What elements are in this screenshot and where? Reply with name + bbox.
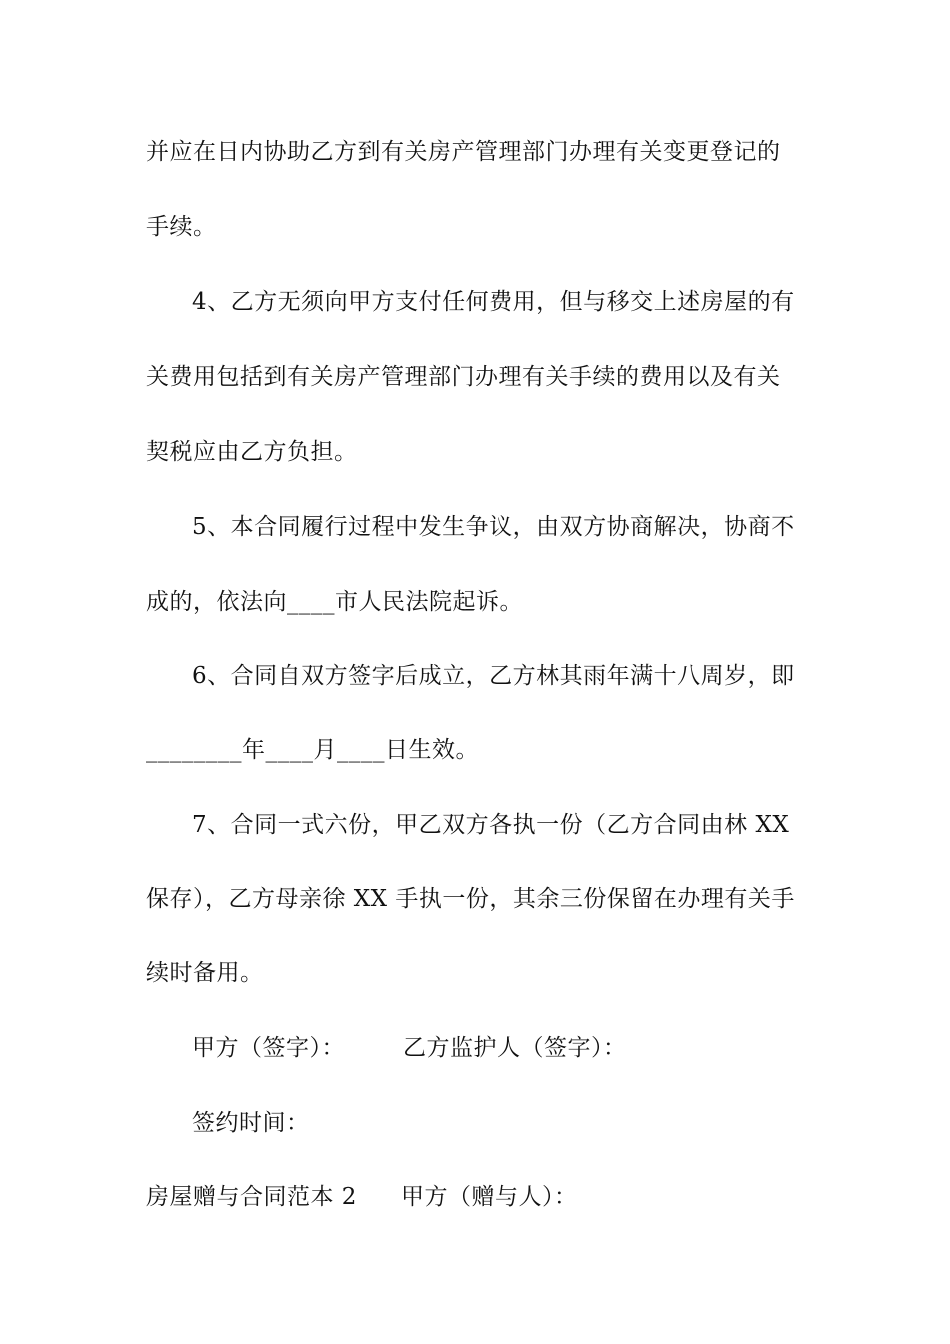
paragraph-line: ________年____月____日生效。 xyxy=(146,737,479,763)
paragraph-line: 保存），乙方母亲徐 XX 手执一份，其余三份保留在办理有关手 xyxy=(146,886,795,912)
signing-time-label: 签约时间： xyxy=(192,1110,310,1136)
party-b-guardian-signature-label: 乙方监护人（签字）： xyxy=(403,1035,627,1061)
paragraph-line: 续时备用。 xyxy=(146,960,264,986)
paragraph-line: 成的，依法向____市人民法院起诉。 xyxy=(146,589,523,615)
next-party-a-label: 甲方（赠与人）： xyxy=(400,1184,578,1210)
next-section-title: 房屋赠与合同范本 2 xyxy=(146,1184,357,1210)
paragraph-line: 手续。 xyxy=(146,214,217,240)
clause-7-line: 7、合同一式六份，甲乙双方各执一份（乙方合同由林 XX xyxy=(192,812,790,838)
clause-5-line: 5、本合同履行过程中发生争议，由双方协商解决，协商不 xyxy=(192,514,795,540)
paragraph-line: 契税应由乙方负担。 xyxy=(146,439,358,465)
paragraph-line: 并应在日内协助乙方到有关房产管理部门办理有关变更登记的 xyxy=(146,139,781,165)
clause-6-line: 6、合同自双方签字后成立，乙方林其雨年满十八周岁，即 xyxy=(192,663,795,689)
party-a-signature-label: 甲方（签字）： xyxy=(192,1035,345,1061)
clause-4-line: 4、乙方无须向甲方支付任何费用，但与移交上述房屋的有 xyxy=(192,289,795,315)
paragraph-line: 关费用包括到有关房产管理部门办理有关手续的费用以及有关 xyxy=(146,364,781,390)
next-section-heading xyxy=(146,1182,577,1212)
signature-line xyxy=(192,1033,627,1063)
